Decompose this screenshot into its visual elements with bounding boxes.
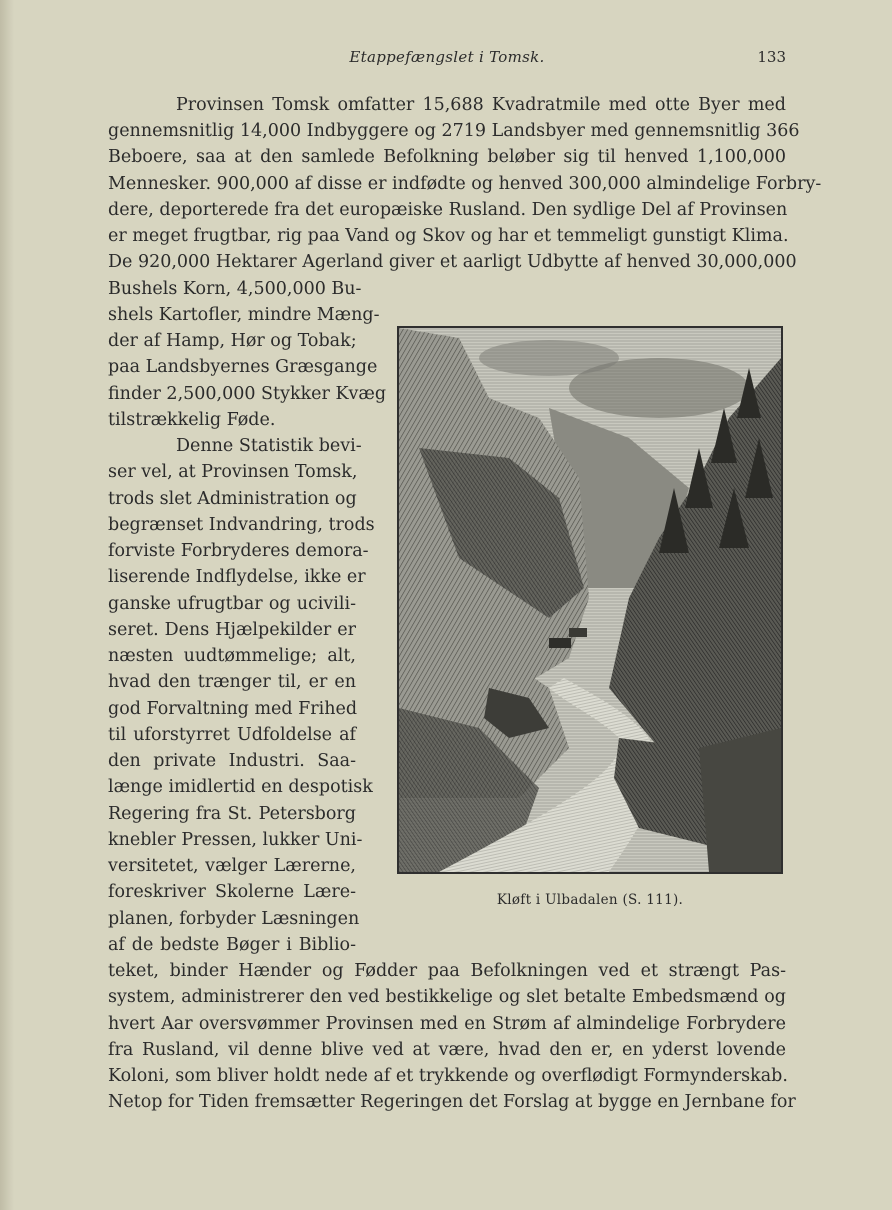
text-line: finder 2,500,000 Stykker Kvæg	[108, 384, 387, 404]
text-line: seret. Dens Hjælpekilder er	[108, 620, 356, 640]
text-line: trods slet Administration og	[108, 489, 357, 509]
text-line: af de bedste Bøger i Biblio-	[108, 935, 356, 955]
text-line: næsten uudtømmelige; alt,	[108, 646, 356, 666]
text-line: knebler Pressen, lukker Uni-	[108, 830, 363, 850]
text-line: gennemsnitlig 14,000 Indbyggere og 2719 Landsbyer med gennemsnitlig 366	[108, 121, 800, 141]
text-line: hvad den trænger til, er en	[108, 672, 356, 692]
text-line: længe imidlertid en despotisk	[108, 777, 373, 797]
text-line: Bushels Korn, 4,500,000 Bu-	[108, 279, 362, 299]
text-line: er meget frugtbar, rig paa Vand og Skov og har et temmeligt gunstigt Klima.	[108, 226, 789, 246]
text-line: begrænset Indvandring, trods	[108, 515, 375, 535]
text-line: liserende Indflydelse, ikke er	[108, 567, 366, 587]
text-line: fra Rusland, vil denne blive ved at være, hvad den er, en yderst lovende	[108, 1040, 786, 1060]
text-line: dere, deporterede fra det europæiske Rusland. Den sydlige Del af Provinsen	[108, 200, 788, 220]
text-line: De 920,000 Hektarer Agerland giver et aarligt Udbytte af henved 30,000,000	[108, 252, 797, 272]
text-line: ser vel, at Provinsen Tomsk,	[108, 462, 358, 482]
illustration-gorge	[397, 326, 783, 874]
text-line: teket, binder Hænder og Fødder paa Befolkningen ved et strængt Pas-	[108, 961, 786, 981]
text-line: Regering fra St. Petersborg	[108, 804, 356, 824]
text-line: versitetet, vælger Lærerne,	[108, 856, 356, 876]
figure-caption: Kløft i Ulbadalen (S. 111).	[496, 892, 684, 908]
text-line: Beboere, saa at den samlede Befolkning beløber sig til henved 1,100,000	[108, 147, 786, 167]
running-head	[108, 48, 786, 70]
text-line: Mennesker. 900,000 af disse er indfødte og henved 300,000 almindelige Forbry-	[108, 174, 822, 194]
running-head-title: Etappefængslet i Tomsk.	[349, 48, 545, 66]
text-line: paa Landsbyernes Græsgange	[108, 357, 378, 377]
text-line: tilstrækkelig Føde.	[108, 410, 276, 430]
text-line: god Forvaltning med Frihed	[108, 699, 358, 719]
text-line: Denne Statistik bevi-	[176, 436, 362, 456]
text-line: foreskriver Skolerne Lære-	[108, 882, 356, 902]
text-line: shels Kartofler, mindre Mæng-	[108, 305, 380, 325]
text-line: system, administrerer den ved bestikkelige og slet betalte Embedsmænd og	[108, 987, 786, 1007]
text-line: Netop for Tiden fremsætter Regeringen det Forslag at bygge en Jernbane for	[108, 1092, 796, 1112]
text-line: ganske ufrugtbar og ucivili-	[108, 594, 356, 614]
text-line: den private Industri. Saa-	[108, 751, 356, 771]
page-number: 133	[757, 48, 786, 66]
text-line: Provinsen Tomsk omfatter 15,688 Kvadratmile med otte Byer med	[176, 95, 786, 115]
text-line: hvert Aar oversvømmer Provinsen med en Strøm af almindelige Forbrydere	[108, 1014, 786, 1034]
text-line: Koloni, som bliver holdt nede af et trykkende og overflødigt Formynderskab.	[108, 1066, 788, 1086]
text-line: planen, forbyder Læsningen	[108, 909, 360, 929]
text-line: til uforstyrret Udfoldelse af	[108, 725, 356, 745]
engraving-image	[399, 328, 781, 872]
text-line: forviste Forbryderes demora-	[108, 541, 369, 561]
text-line: der af Hamp, Hør og Tobak;	[108, 331, 357, 351]
